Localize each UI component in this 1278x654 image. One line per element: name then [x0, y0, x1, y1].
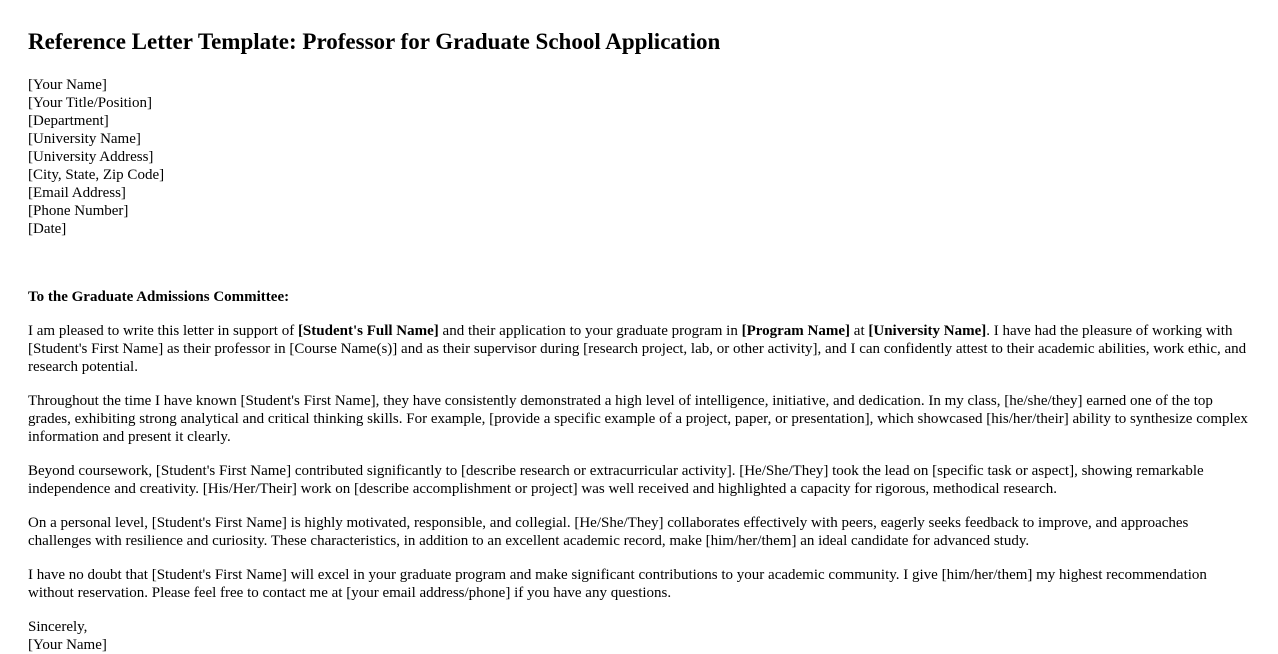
program-name: [Program Name]: [741, 323, 851, 339]
paragraph-personal: On a personal level, [Student's First Name] is highly motivated, responsible, and collegial. [He/She/They] collaborates effectively with peers, eagerly seeks feedback to improve, and approaches challenges with resilience and curiosity. These characteristics, in addition to an excellent academic record, make [him/her/them] an ideal candidate for advanced study.: [28, 515, 1189, 549]
p1-text-c: at: [850, 323, 869, 339]
sender-city-state-zip: [City, State, Zip Code]: [28, 167, 165, 183]
university-name: [University Name]: [868, 323, 987, 339]
paragraph-academic: Throughout the time I have known [Student's First Name], they have consistently demonstrated a high level of intelligence, initiative, and dedication. In my class, [he/she/they] earned one of the top grades, exhibiting strong analytical and critical thinking skills. For example, [provide a specific example of a project, paper, or presentation], which showcased [his/her/their] ability to synthesize complex information and present it clearly.: [28, 393, 1248, 445]
paragraph-recommendation: I have no doubt that [Student's First Name] will excel in your graduate program and make significant contributions to your academic community. I give [him/her/them] my highest recommendation without reservation. Please feel free to contact me at [your email address/phone] if you have any questions.: [28, 567, 1207, 601]
sender-phone: [Phone Number]: [28, 203, 129, 219]
closing-block: [28, 618, 1250, 654]
sender-department: [Department]: [28, 113, 109, 129]
paragraph-introduction: [28, 322, 1250, 376]
p1-text-b: and their application to your graduate program in: [438, 323, 742, 339]
paragraph-research: Beyond coursework, [Student's First Name] contributed significantly to [describe research or extracurricular activity]. [He/She/They] took the lead on [specific task or aspect], showing remarkable independence and creativity. [His/Her/Their] work on [describe accomplishment or project] was well received and highlighted a capacity for rigorous, methodical research.: [28, 463, 1204, 497]
sender-email: [Email Address]: [28, 185, 126, 201]
sender-name: [Your Name]: [28, 77, 107, 93]
sender-address-block: [28, 76, 1250, 238]
letter-date: [Date]: [28, 221, 67, 237]
salutation: To the Graduate Admissions Committee:: [28, 289, 290, 305]
page-title: Reference Letter Template: Professor for Graduate School Application: [28, 29, 721, 54]
closing-signoff: Sincerely,: [28, 619, 88, 635]
sender-university-address: [University Address]: [28, 149, 154, 165]
sender-university: [University Name]: [28, 131, 141, 147]
student-full-name: [Student's Full Name]: [297, 323, 439, 339]
closing-name: [Your Name]: [28, 637, 107, 653]
p1-text-d: . I have had the pleasure of working with [Student's First Name] as their professor in [Course Name(s)] and as their supervisor during [research project, lab, or other activity], and I can confidently attest to their academic abilities, work ethic, and research potential.: [28, 323, 1247, 375]
p1-text-a: I am pleased to write this letter in support of: [28, 323, 298, 339]
sender-title: [Your Title/Position]: [28, 95, 152, 111]
